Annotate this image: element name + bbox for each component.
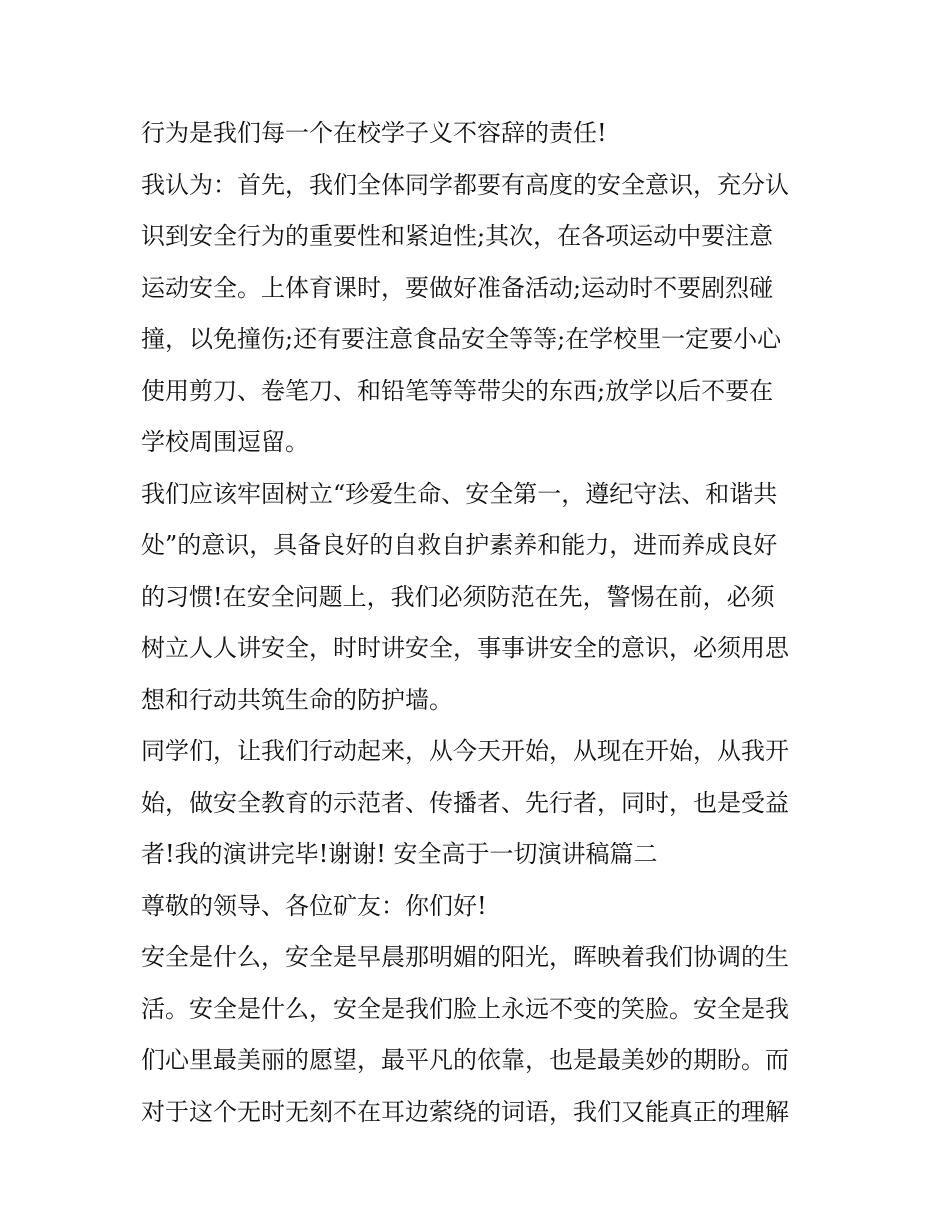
text-line: 的习惯!在安全问题上，我们必须防范在先，警惕在前，必须	[141, 582, 775, 611]
text-line: 使用剪刀、卷笔刀、和铅笔等等带尖的东西;放学以后不要在	[141, 376, 774, 405]
text-line: 对于这个无时无刻不在耳边萦绕的词语，我们又能真正的理解	[141, 1097, 789, 1126]
text-line: 者!我的演讲完毕!谢谢! 安全高于一切演讲稿篇二	[141, 840, 658, 868]
text-line: 我认为：首先，我们全体同学都要有高度的安全意识，充分认	[141, 170, 789, 199]
document-body	[141, 108, 821, 1138]
text-line: 撞，以免撞伤;还有要注意食品安全等等;在学校里一定要小心	[141, 325, 782, 353]
text-line: 识到安全行为的重要性和紧迫性;其次，在各项运动中要注意	[141, 222, 774, 250]
text-line: 始，做安全教育的示范者、传播者、先行者，同时，也是受益	[141, 788, 789, 817]
text-line: 尊敬的领导、各位矿友：你们好!	[141, 891, 487, 920]
text-line: 想和行动共筑生命的防护墙。	[141, 685, 453, 714]
text-line: 运动安全。上体育课时，要做好准备活动;运动时不要剧烈碰	[141, 273, 774, 302]
text-line: 学校周围逗留。	[141, 428, 309, 456]
text-line: 活。安全是什么，安全是我们脸上永远不变的笑脸。安全是我	[141, 994, 789, 1023]
text-line: 们心里最美丽的愿望，最平凡的依靠，也是最美妙的期盼。而	[141, 1046, 789, 1074]
text-line: 同学们，让我们行动起来，从今天开始，从现在开始，从我开	[141, 737, 789, 765]
text-line: 安全是什么，安全是早晨那明媚的阳光，晖映着我们协调的生	[141, 943, 789, 971]
text-line: 树立人人讲安全，时时讲安全，事事讲安全的意识，必须用思	[141, 634, 789, 662]
text-line: 我们应该牢固树立“珍爱生命、安全第一，遵纪守法、和谐共	[141, 479, 778, 508]
text-line: 处”的意识，具备良好的自救自护素养和能力，进而养成良好	[141, 531, 778, 559]
text-line: 行为是我们每一个在校学子义不容辞的责任!	[141, 119, 607, 147]
